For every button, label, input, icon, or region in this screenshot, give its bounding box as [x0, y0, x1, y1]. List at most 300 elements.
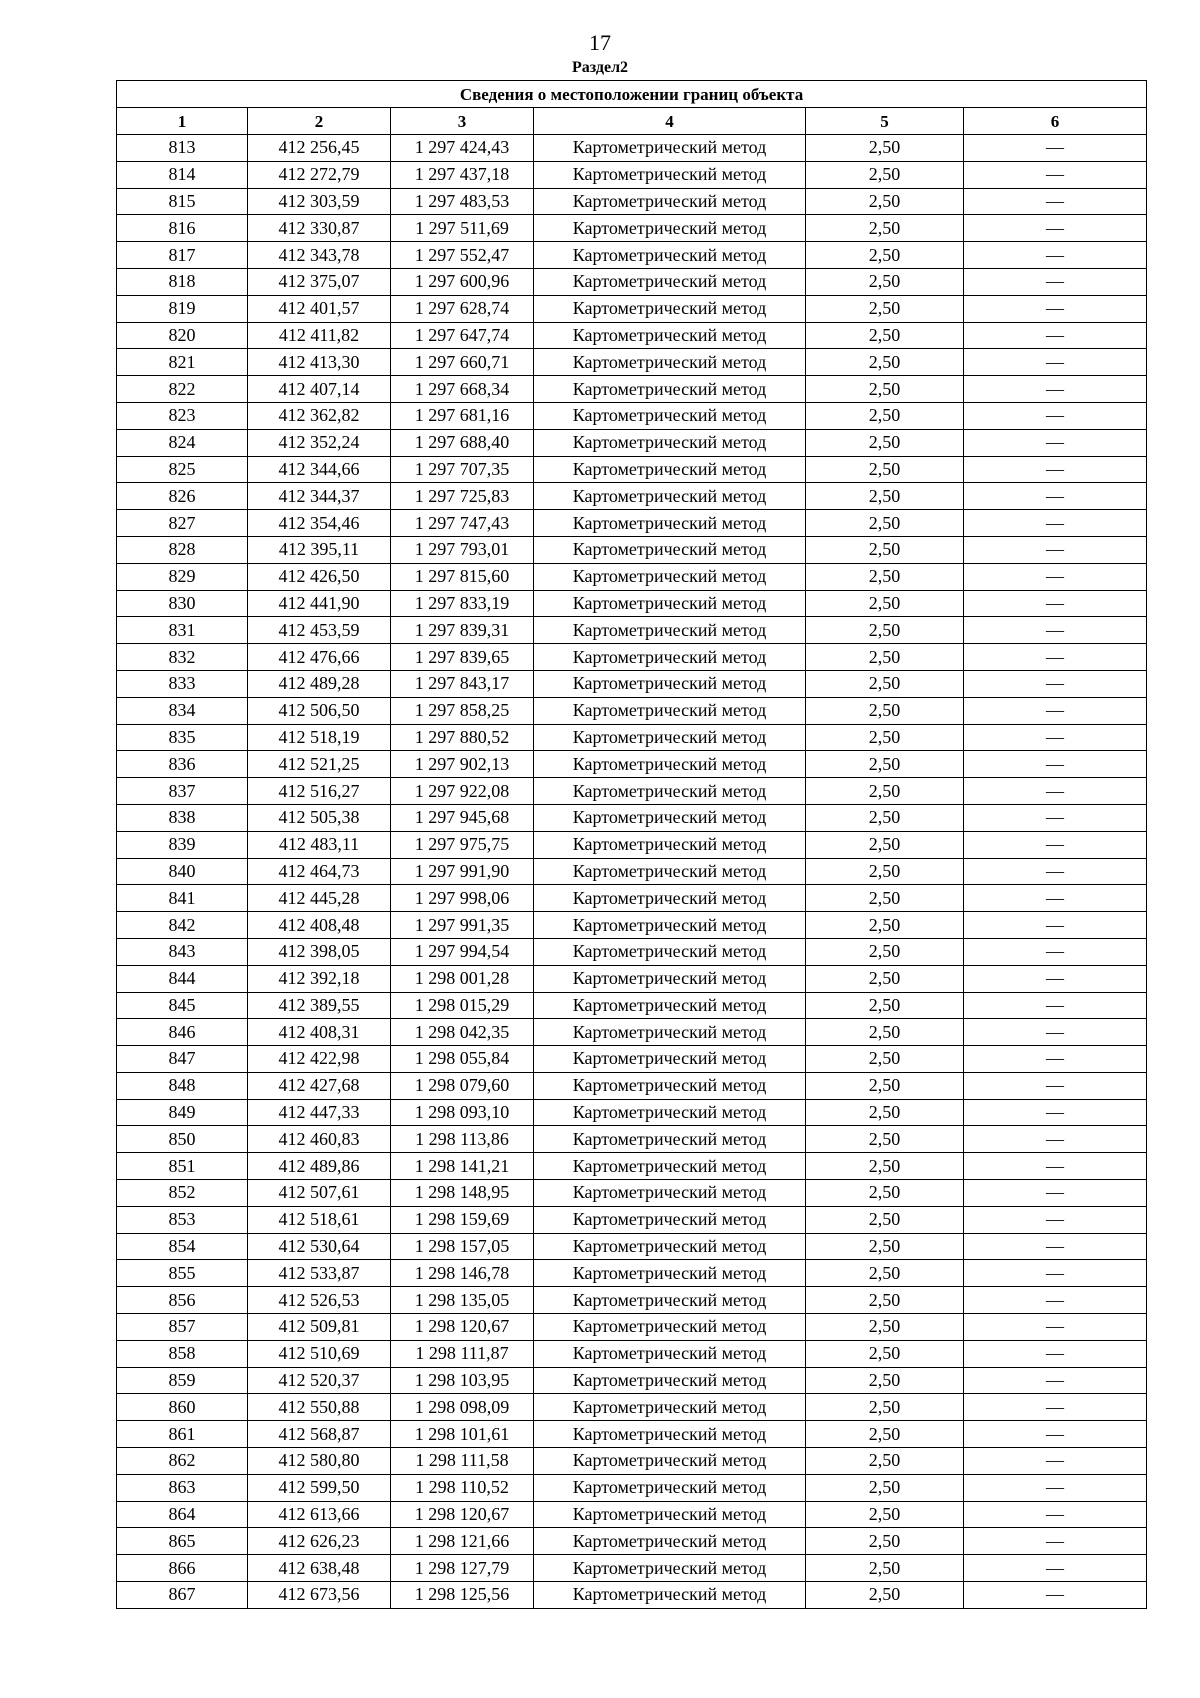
- y-coordinate-cell: 1 298 125,56: [391, 1582, 534, 1609]
- method-cell: Картометрический метод: [534, 1448, 806, 1475]
- description-cell: —: [964, 1367, 1147, 1394]
- description-cell: —: [964, 938, 1147, 965]
- description-cell: —: [964, 697, 1147, 724]
- method-cell: Картометрический метод: [534, 858, 806, 885]
- point-number-cell: 825: [117, 456, 248, 483]
- method-cell: Картометрический метод: [534, 135, 806, 162]
- x-coordinate-cell: 412 453,59: [248, 617, 391, 644]
- description-cell: —: [964, 563, 1147, 590]
- description-cell: —: [964, 1233, 1147, 1260]
- y-coordinate-cell: 1 297 660,71: [391, 349, 534, 376]
- x-coordinate-cell: 412 422,98: [248, 1046, 391, 1073]
- accuracy-cell: 2,50: [806, 1528, 964, 1555]
- method-cell: Картометрический метод: [534, 644, 806, 671]
- description-cell: —: [964, 1072, 1147, 1099]
- table-caption-row: [117, 81, 1147, 108]
- y-coordinate-cell: 1 297 994,54: [391, 938, 534, 965]
- description-cell: —: [964, 376, 1147, 403]
- method-cell: Картометрический метод: [534, 429, 806, 456]
- x-coordinate-cell: 412 489,86: [248, 1153, 391, 1180]
- description-cell: —: [964, 402, 1147, 429]
- x-coordinate-cell: 412 638,48: [248, 1555, 391, 1582]
- table-body: [117, 135, 1147, 1609]
- x-coordinate-cell: 412 352,24: [248, 429, 391, 456]
- table-row: [117, 1421, 1147, 1448]
- point-number-cell: 861: [117, 1421, 248, 1448]
- y-coordinate-cell: 1 297 975,75: [391, 831, 534, 858]
- point-number-cell: 827: [117, 510, 248, 537]
- point-number-cell: 853: [117, 1206, 248, 1233]
- method-cell: Картометрический метод: [534, 778, 806, 805]
- x-coordinate-cell: 412 303,59: [248, 188, 391, 215]
- description-cell: —: [964, 349, 1147, 376]
- point-number-cell: 866: [117, 1555, 248, 1582]
- method-cell: Картометрический метод: [534, 1019, 806, 1046]
- description-cell: —: [964, 1126, 1147, 1153]
- section-title: Раздел2: [571, 59, 629, 76]
- column-number: 2: [248, 108, 391, 135]
- table-row: [117, 1501, 1147, 1528]
- y-coordinate-cell: 1 298 135,05: [391, 1287, 534, 1314]
- description-cell: —: [964, 617, 1147, 644]
- method-cell: Картометрический метод: [534, 268, 806, 295]
- method-cell: Картометрический метод: [534, 1421, 806, 1448]
- point-number-cell: 864: [117, 1501, 248, 1528]
- accuracy-cell: 2,50: [806, 1046, 964, 1073]
- point-number-cell: 848: [117, 1072, 248, 1099]
- method-cell: Картометрический метод: [534, 1340, 806, 1367]
- y-coordinate-cell: 1 298 042,35: [391, 1019, 534, 1046]
- accuracy-cell: 2,50: [806, 1233, 964, 1260]
- accuracy-cell: 2,50: [806, 1474, 964, 1501]
- accuracy-cell: 2,50: [806, 992, 964, 1019]
- accuracy-cell: 2,50: [806, 965, 964, 992]
- accuracy-cell: 2,50: [806, 1099, 964, 1126]
- description-cell: —: [964, 1555, 1147, 1582]
- method-cell: Картометрический метод: [534, 322, 806, 349]
- description-cell: —: [964, 295, 1147, 322]
- method-cell: Картометрический метод: [534, 1180, 806, 1207]
- accuracy-cell: 2,50: [806, 724, 964, 751]
- table-row: [117, 161, 1147, 188]
- point-number-cell: 841: [117, 885, 248, 912]
- x-coordinate-cell: 412 464,73: [248, 858, 391, 885]
- x-coordinate-cell: 412 673,56: [248, 1582, 391, 1609]
- description-cell: —: [964, 1314, 1147, 1341]
- x-coordinate-cell: 412 408,48: [248, 912, 391, 939]
- table-row: [117, 1019, 1147, 1046]
- description-cell: —: [964, 1019, 1147, 1046]
- accuracy-cell: 2,50: [806, 751, 964, 778]
- table-row: [117, 188, 1147, 215]
- x-coordinate-cell: 412 426,50: [248, 563, 391, 590]
- x-coordinate-cell: 412 398,05: [248, 938, 391, 965]
- x-coordinate-cell: 412 626,23: [248, 1528, 391, 1555]
- y-coordinate-cell: 1 297 858,25: [391, 697, 534, 724]
- method-cell: Картометрический метод: [534, 1501, 806, 1528]
- x-coordinate-cell: 412 413,30: [248, 349, 391, 376]
- description-cell: —: [964, 135, 1147, 162]
- accuracy-cell: 2,50: [806, 804, 964, 831]
- method-cell: Картометрический метод: [534, 912, 806, 939]
- method-cell: Картометрический метод: [534, 1367, 806, 1394]
- x-coordinate-cell: 412 427,68: [248, 1072, 391, 1099]
- method-cell: Картометрический метод: [534, 563, 806, 590]
- table-row: [117, 1260, 1147, 1287]
- point-number-cell: 843: [117, 938, 248, 965]
- accuracy-cell: 2,50: [806, 1340, 964, 1367]
- table-row: [117, 1582, 1147, 1609]
- table-row: [117, 938, 1147, 965]
- y-coordinate-cell: 1 297 511,69: [391, 215, 534, 242]
- table-row: [117, 697, 1147, 724]
- x-coordinate-cell: 412 599,50: [248, 1474, 391, 1501]
- description-cell: —: [964, 1153, 1147, 1180]
- table-row: [117, 349, 1147, 376]
- accuracy-cell: 2,50: [806, 1314, 964, 1341]
- table-row: [117, 1340, 1147, 1367]
- point-number-cell: 856: [117, 1287, 248, 1314]
- y-coordinate-cell: 1 297 843,17: [391, 670, 534, 697]
- table-row: [117, 376, 1147, 403]
- method-cell: Картометрический метод: [534, 617, 806, 644]
- point-number-cell: 842: [117, 912, 248, 939]
- method-cell: Картометрический метод: [534, 1260, 806, 1287]
- table-row: [117, 965, 1147, 992]
- method-cell: Картометрический метод: [534, 536, 806, 563]
- accuracy-cell: 2,50: [806, 1421, 964, 1448]
- y-coordinate-cell: 1 298 157,05: [391, 1233, 534, 1260]
- description-cell: —: [964, 242, 1147, 269]
- description-cell: —: [964, 1340, 1147, 1367]
- accuracy-cell: 2,50: [806, 1394, 964, 1421]
- point-number-cell: 822: [117, 376, 248, 403]
- method-cell: Картометрический метод: [534, 1314, 806, 1341]
- method-cell: Картометрический метод: [534, 1099, 806, 1126]
- description-cell: —: [964, 670, 1147, 697]
- description-cell: —: [964, 456, 1147, 483]
- y-coordinate-cell: 1 297 991,90: [391, 858, 534, 885]
- description-cell: —: [964, 483, 1147, 510]
- point-number-cell: 857: [117, 1314, 248, 1341]
- description-cell: —: [964, 1528, 1147, 1555]
- table-row: [117, 885, 1147, 912]
- y-coordinate-cell: 1 298 120,67: [391, 1501, 534, 1528]
- x-coordinate-cell: 412 411,82: [248, 322, 391, 349]
- y-coordinate-cell: 1 297 747,43: [391, 510, 534, 537]
- x-coordinate-cell: 412 344,66: [248, 456, 391, 483]
- method-cell: Картометрический метод: [534, 751, 806, 778]
- x-coordinate-cell: 412 272,79: [248, 161, 391, 188]
- point-number-cell: 815: [117, 188, 248, 215]
- accuracy-cell: 2,50: [806, 644, 964, 671]
- point-number-cell: 855: [117, 1260, 248, 1287]
- method-cell: Картометрический метод: [534, 1394, 806, 1421]
- table-row: [117, 1126, 1147, 1153]
- accuracy-cell: 2,50: [806, 938, 964, 965]
- accuracy-cell: 2,50: [806, 161, 964, 188]
- description-cell: —: [964, 804, 1147, 831]
- table-row: [117, 1287, 1147, 1314]
- y-coordinate-cell: 1 298 055,84: [391, 1046, 534, 1073]
- accuracy-cell: 2,50: [806, 617, 964, 644]
- table-row: [117, 456, 1147, 483]
- y-coordinate-cell: 1 298 001,28: [391, 965, 534, 992]
- y-coordinate-cell: 1 297 688,40: [391, 429, 534, 456]
- accuracy-cell: 2,50: [806, 242, 964, 269]
- point-number-cell: 860: [117, 1394, 248, 1421]
- table-row: [117, 858, 1147, 885]
- x-coordinate-cell: 412 408,31: [248, 1019, 391, 1046]
- description-cell: —: [964, 1421, 1147, 1448]
- x-coordinate-cell: 412 521,25: [248, 751, 391, 778]
- accuracy-cell: 2,50: [806, 778, 964, 805]
- table-row: [117, 1474, 1147, 1501]
- table-row: [117, 1153, 1147, 1180]
- method-cell: Картометрический метод: [534, 1126, 806, 1153]
- x-coordinate-cell: 412 483,11: [248, 831, 391, 858]
- description-cell: —: [964, 215, 1147, 242]
- table-row: [117, 268, 1147, 295]
- y-coordinate-cell: 1 297 628,74: [391, 295, 534, 322]
- x-coordinate-cell: 412 506,50: [248, 697, 391, 724]
- x-coordinate-cell: 412 344,37: [248, 483, 391, 510]
- x-coordinate-cell: 412 530,64: [248, 1233, 391, 1260]
- description-cell: —: [964, 1206, 1147, 1233]
- accuracy-cell: 2,50: [806, 563, 964, 590]
- x-coordinate-cell: 412 507,61: [248, 1180, 391, 1207]
- method-cell: Картометрический метод: [534, 349, 806, 376]
- point-number-cell: 837: [117, 778, 248, 805]
- table-row: [117, 429, 1147, 456]
- description-cell: —: [964, 724, 1147, 751]
- method-cell: Картометрический метод: [534, 724, 806, 751]
- table-row: [117, 1528, 1147, 1555]
- y-coordinate-cell: 1 297 424,43: [391, 135, 534, 162]
- y-coordinate-cell: 1 298 146,78: [391, 1260, 534, 1287]
- description-cell: —: [964, 992, 1147, 1019]
- y-coordinate-cell: 1 298 120,67: [391, 1314, 534, 1341]
- y-coordinate-cell: 1 297 707,35: [391, 456, 534, 483]
- point-number-cell: 831: [117, 617, 248, 644]
- x-coordinate-cell: 412 330,87: [248, 215, 391, 242]
- description-cell: —: [964, 510, 1147, 537]
- method-cell: Картометрический метод: [534, 938, 806, 965]
- table-row: [117, 295, 1147, 322]
- y-coordinate-cell: 1 298 093,10: [391, 1099, 534, 1126]
- y-coordinate-cell: 1 297 902,13: [391, 751, 534, 778]
- point-number-cell: 851: [117, 1153, 248, 1180]
- table-row: [117, 644, 1147, 671]
- point-number-cell: 816: [117, 215, 248, 242]
- table-row: [117, 724, 1147, 751]
- description-cell: —: [964, 268, 1147, 295]
- table-row: [117, 215, 1147, 242]
- table-row: [117, 1233, 1147, 1260]
- accuracy-cell: 2,50: [806, 322, 964, 349]
- point-number-cell: 835: [117, 724, 248, 751]
- table-row: [117, 912, 1147, 939]
- table-row: [117, 1180, 1147, 1207]
- y-coordinate-cell: 1 298 159,69: [391, 1206, 534, 1233]
- table-row: [117, 563, 1147, 590]
- y-coordinate-cell: 1 298 079,60: [391, 1072, 534, 1099]
- point-number-cell: 862: [117, 1448, 248, 1475]
- accuracy-cell: 2,50: [806, 215, 964, 242]
- y-coordinate-cell: 1 298 127,79: [391, 1555, 534, 1582]
- y-coordinate-cell: 1 298 111,87: [391, 1340, 534, 1367]
- x-coordinate-cell: 412 460,83: [248, 1126, 391, 1153]
- method-cell: Картометрический метод: [534, 1528, 806, 1555]
- x-coordinate-cell: 412 533,87: [248, 1260, 391, 1287]
- point-number-cell: 833: [117, 670, 248, 697]
- accuracy-cell: 2,50: [806, 268, 964, 295]
- accuracy-cell: 2,50: [806, 536, 964, 563]
- y-coordinate-cell: 1 297 681,16: [391, 402, 534, 429]
- method-cell: Картометрический метод: [534, 295, 806, 322]
- point-number-cell: 836: [117, 751, 248, 778]
- table-row: [117, 751, 1147, 778]
- point-number-cell: 828: [117, 536, 248, 563]
- point-number-cell: 818: [117, 268, 248, 295]
- method-cell: Картометрический метод: [534, 510, 806, 537]
- description-cell: —: [964, 429, 1147, 456]
- point-number-cell: 850: [117, 1126, 248, 1153]
- x-coordinate-cell: 412 401,57: [248, 295, 391, 322]
- point-number-cell: 858: [117, 1340, 248, 1367]
- method-cell: Картометрический метод: [534, 804, 806, 831]
- accuracy-cell: 2,50: [806, 1555, 964, 1582]
- point-number-cell: 838: [117, 804, 248, 831]
- description-cell: —: [964, 885, 1147, 912]
- x-coordinate-cell: 412 489,28: [248, 670, 391, 697]
- page-number: 17: [589, 30, 611, 55]
- method-cell: Картометрический метод: [534, 1287, 806, 1314]
- method-cell: Картометрический метод: [534, 1233, 806, 1260]
- description-cell: —: [964, 644, 1147, 671]
- point-number-cell: 859: [117, 1367, 248, 1394]
- accuracy-cell: 2,50: [806, 1448, 964, 1475]
- y-coordinate-cell: 1 297 839,65: [391, 644, 534, 671]
- column-number: 3: [391, 108, 534, 135]
- description-cell: —: [964, 912, 1147, 939]
- description-cell: —: [964, 751, 1147, 778]
- point-number-cell: 854: [117, 1233, 248, 1260]
- description-cell: —: [964, 831, 1147, 858]
- point-number-cell: 834: [117, 697, 248, 724]
- table-row: [117, 242, 1147, 269]
- y-coordinate-cell: 1 298 110,52: [391, 1474, 534, 1501]
- x-coordinate-cell: 412 476,66: [248, 644, 391, 671]
- description-cell: —: [964, 1582, 1147, 1609]
- column-number: 1: [117, 108, 248, 135]
- description-cell: —: [964, 1260, 1147, 1287]
- x-coordinate-cell: 412 375,07: [248, 268, 391, 295]
- point-number-cell: 847: [117, 1046, 248, 1073]
- accuracy-cell: 2,50: [806, 456, 964, 483]
- accuracy-cell: 2,50: [806, 590, 964, 617]
- method-cell: Картометрический метод: [534, 831, 806, 858]
- y-coordinate-cell: 1 298 148,95: [391, 1180, 534, 1207]
- table-row: [117, 1206, 1147, 1233]
- accuracy-cell: 2,50: [806, 1126, 964, 1153]
- table-row: [117, 1448, 1147, 1475]
- table-row: [117, 402, 1147, 429]
- x-coordinate-cell: 412 343,78: [248, 242, 391, 269]
- method-cell: Картометрический метод: [534, 992, 806, 1019]
- accuracy-cell: 2,50: [806, 376, 964, 403]
- point-number-cell: 849: [117, 1099, 248, 1126]
- y-coordinate-cell: 1 298 113,86: [391, 1126, 534, 1153]
- method-cell: Картометрический метод: [534, 161, 806, 188]
- boundary-coordinates-table: [116, 80, 1147, 1609]
- accuracy-cell: 2,50: [806, 402, 964, 429]
- method-cell: Картометрический метод: [534, 188, 806, 215]
- point-number-cell: 844: [117, 965, 248, 992]
- description-cell: —: [964, 1394, 1147, 1421]
- table-row: [117, 483, 1147, 510]
- accuracy-cell: 2,50: [806, 1019, 964, 1046]
- accuracy-cell: 2,50: [806, 858, 964, 885]
- description-cell: —: [964, 1448, 1147, 1475]
- x-coordinate-cell: 412 447,33: [248, 1099, 391, 1126]
- accuracy-cell: 2,50: [806, 912, 964, 939]
- table-row: [117, 536, 1147, 563]
- accuracy-cell: 2,50: [806, 1260, 964, 1287]
- x-coordinate-cell: 412 526,53: [248, 1287, 391, 1314]
- point-number-cell: 832: [117, 644, 248, 671]
- point-number-cell: 863: [117, 1474, 248, 1501]
- x-coordinate-cell: 412 362,82: [248, 402, 391, 429]
- y-coordinate-cell: 1 297 668,34: [391, 376, 534, 403]
- description-cell: —: [964, 965, 1147, 992]
- accuracy-cell: 2,50: [806, 135, 964, 162]
- y-coordinate-cell: 1 297 833,19: [391, 590, 534, 617]
- point-number-cell: 819: [117, 295, 248, 322]
- method-cell: Картометрический метод: [534, 376, 806, 403]
- table-row: [117, 617, 1147, 644]
- y-coordinate-cell: 1 297 880,52: [391, 724, 534, 751]
- x-coordinate-cell: 412 518,61: [248, 1206, 391, 1233]
- x-coordinate-cell: 412 445,28: [248, 885, 391, 912]
- table-row: [117, 135, 1147, 162]
- accuracy-cell: 2,50: [806, 483, 964, 510]
- method-cell: Картометрический метод: [534, 670, 806, 697]
- y-coordinate-cell: 1 297 793,01: [391, 536, 534, 563]
- accuracy-cell: 2,50: [806, 831, 964, 858]
- table-row: [117, 322, 1147, 349]
- method-cell: Картометрический метод: [534, 885, 806, 912]
- y-coordinate-cell: 1 298 141,21: [391, 1153, 534, 1180]
- point-number-cell: 829: [117, 563, 248, 590]
- description-cell: —: [964, 536, 1147, 563]
- table-row: [117, 1099, 1147, 1126]
- accuracy-cell: 2,50: [806, 1367, 964, 1394]
- description-cell: —: [964, 1099, 1147, 1126]
- x-coordinate-cell: 412 518,19: [248, 724, 391, 751]
- x-coordinate-cell: 412 395,11: [248, 536, 391, 563]
- y-coordinate-cell: 1 297 839,31: [391, 617, 534, 644]
- method-cell: Картометрический метод: [534, 215, 806, 242]
- accuracy-cell: 2,50: [806, 670, 964, 697]
- point-number-cell: 817: [117, 242, 248, 269]
- x-coordinate-cell: 412 580,80: [248, 1448, 391, 1475]
- column-number: 6: [964, 108, 1147, 135]
- y-coordinate-cell: 1 297 647,74: [391, 322, 534, 349]
- point-number-cell: 846: [117, 1019, 248, 1046]
- x-coordinate-cell: 412 510,69: [248, 1340, 391, 1367]
- method-cell: Картометрический метод: [534, 456, 806, 483]
